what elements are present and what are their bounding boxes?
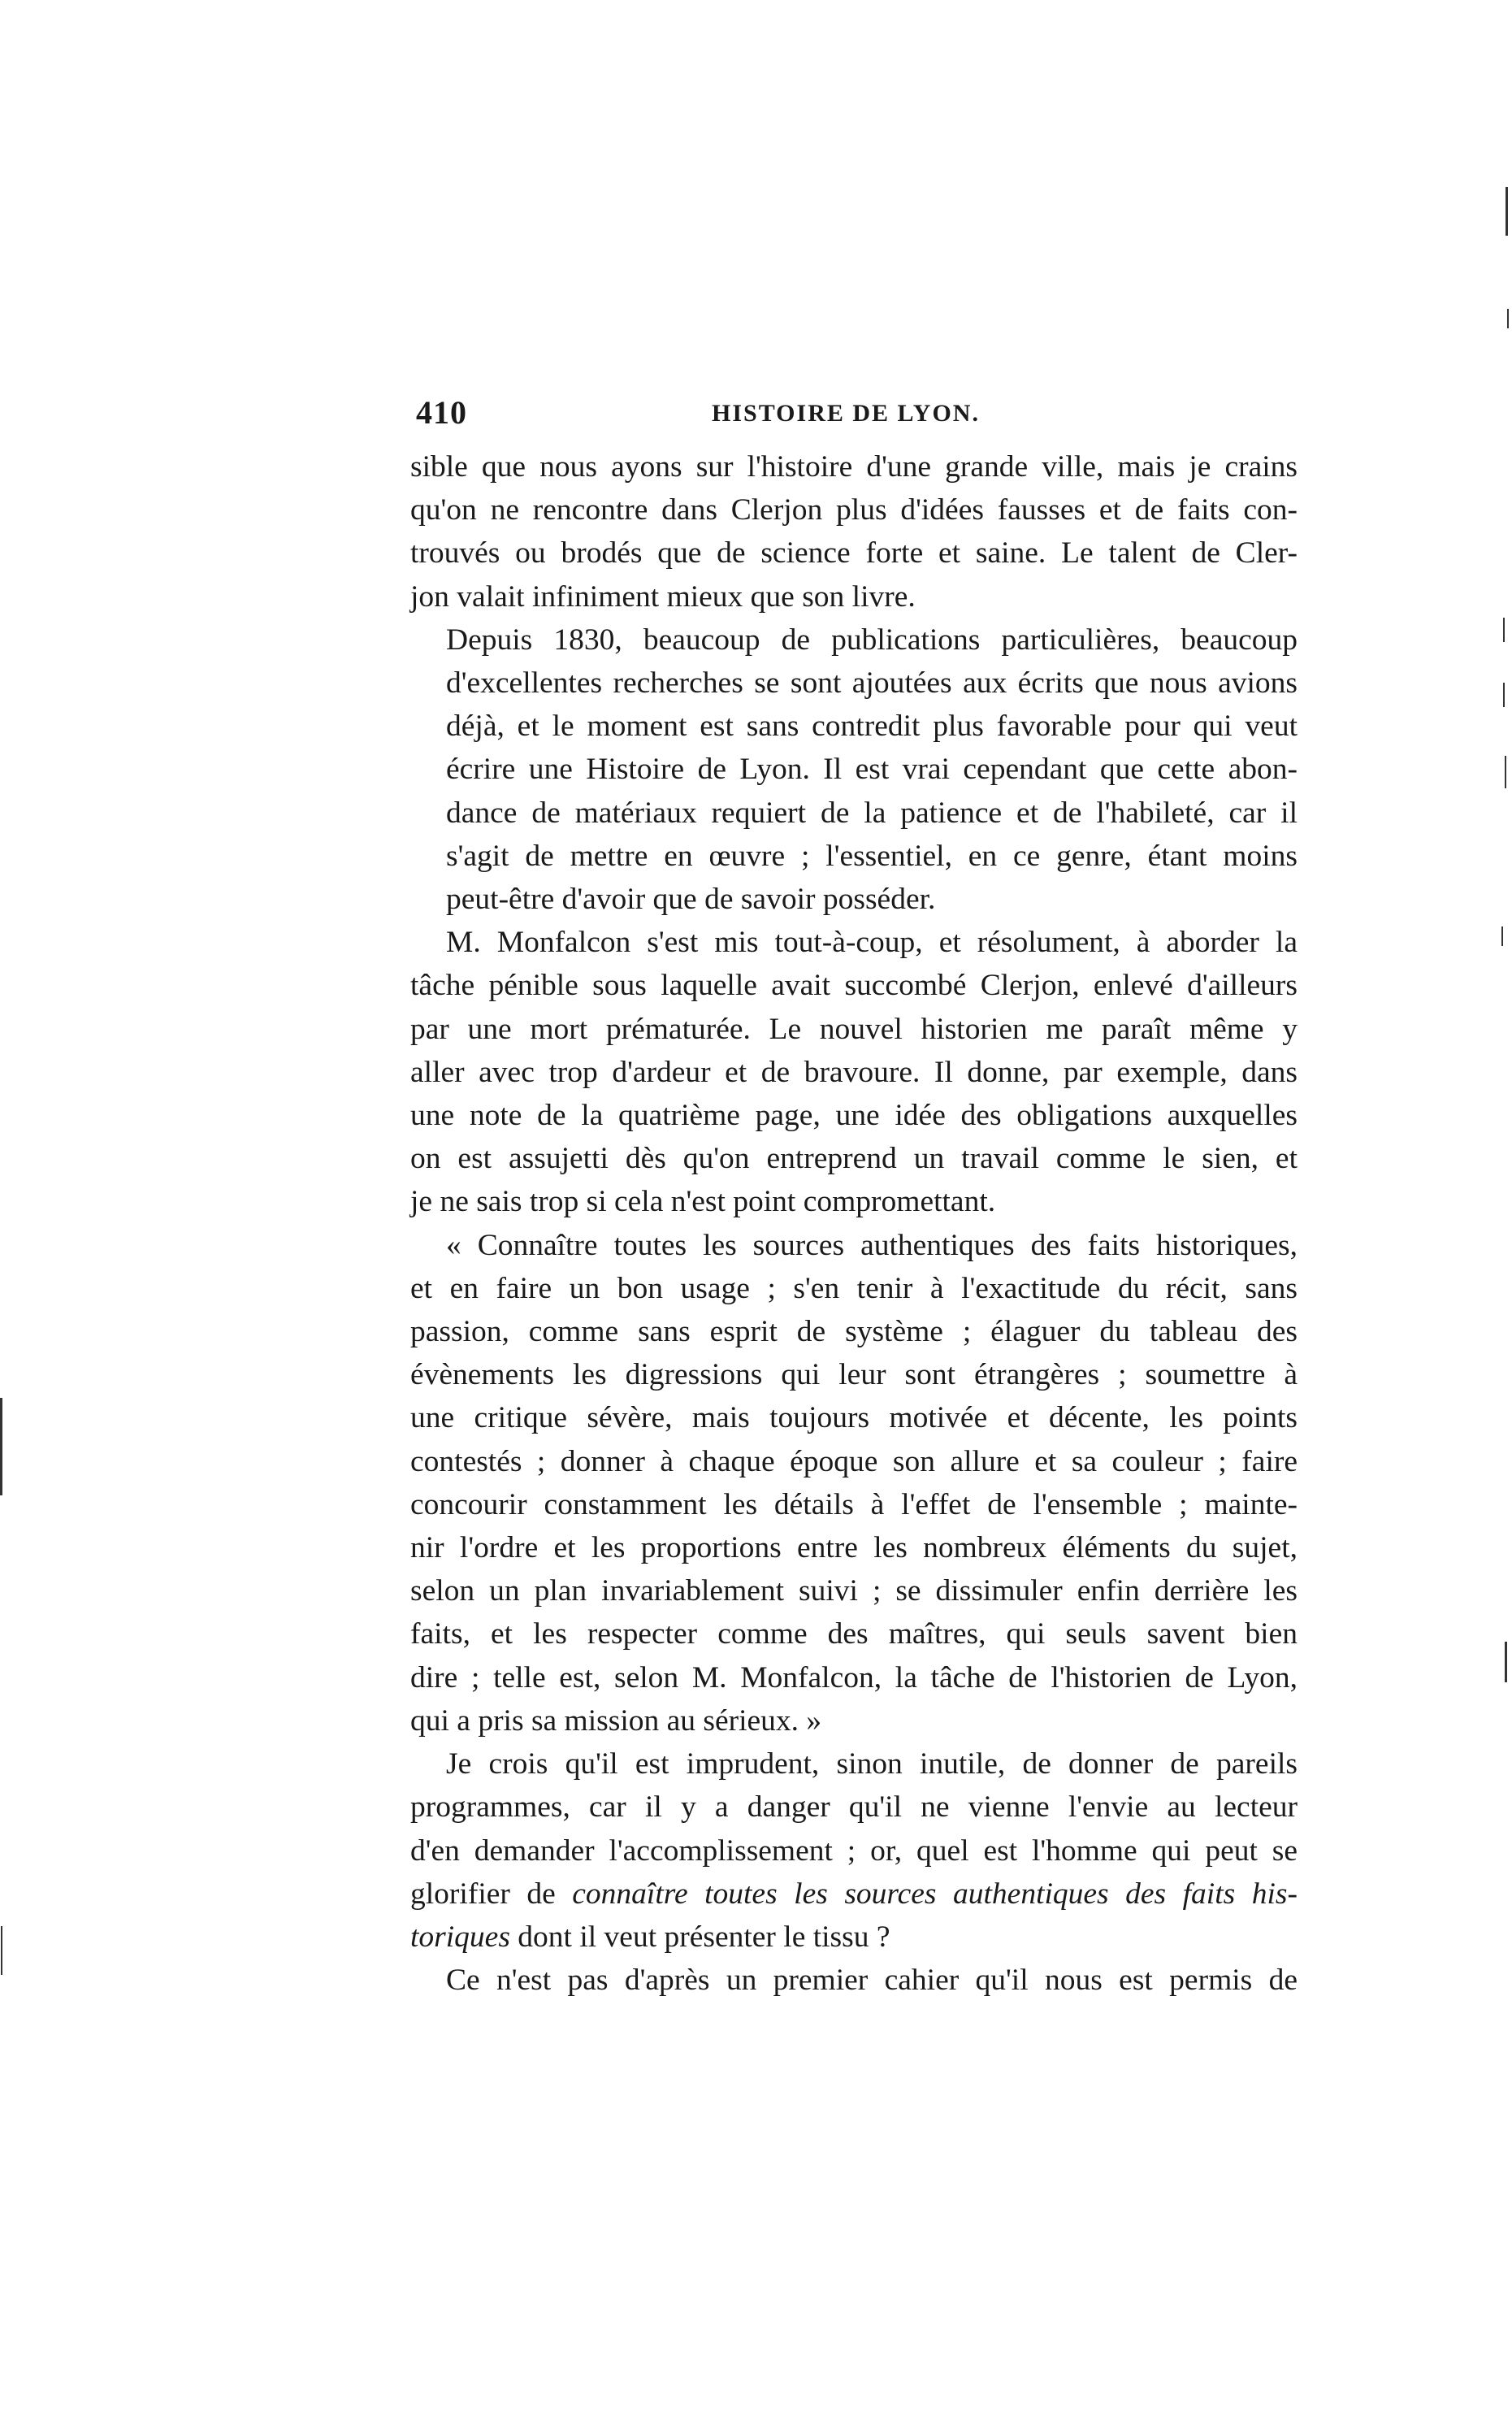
text-line: faits, et les respecter comme des maîtres, qui seuls savent bien — [410, 1617, 1298, 1651]
text-line: et en faire un bon usage ; s'en tenir à l'exactitude du récit, sans — [410, 1271, 1298, 1305]
paragraph-2 — [410, 618, 1298, 921]
text-line: sible que nous ayons sur l'histoire d'une grande ville, mais je crains — [410, 450, 1298, 484]
scan-artifact — [1503, 683, 1505, 707]
italic-text: connaître toutes les sources authentiques des faits his- — [572, 1877, 1298, 1911]
scan-artifact — [0, 1398, 2, 1495]
text-line: dance de matériaux requiert de la patience et de l'habileté, car il — [446, 796, 1298, 830]
text-line: évènements les digressions qui leur sont étrangères ; soumettre à — [410, 1358, 1298, 1392]
scan-artifact — [1505, 1642, 1507, 1682]
text-line: qui a pris sa mission au sérieux. » — [410, 1703, 822, 1738]
scan-artifact — [1503, 618, 1505, 642]
text-span: dont il veut présenter le tissu ? — [509, 1920, 890, 1954]
text-line: M. Monfalcon s'est mis tout-à-coup, et résolument, à aborder la — [446, 926, 1298, 960]
text-line: programmes, car il y a danger qu'il ne vienne l'envie au lecteur — [410, 1790, 1298, 1825]
text-line: contestés ; donner à chaque époque son allure et sa couleur ; faire — [410, 1444, 1298, 1478]
scan-artifact — [1501, 926, 1503, 946]
paragraph-1 — [410, 445, 1298, 618]
text-line: écrire une Histoire de Lyon. Il est vrai cependant que cette abon- — [446, 753, 1298, 787]
text-line: dire ; telle est, selon M. Monfalcon, la tâche de l'historien de Lyon, — [410, 1660, 1298, 1694]
text-line: trouvés ou brodés que de science forte et saine. Le talent de Cler- — [410, 536, 1298, 571]
paragraph-5 — [410, 1742, 1298, 1959]
text-line-italic-mixed — [410, 1916, 1298, 1959]
text-line: concourir constamment les détails à l'effet de l'ensemble ; mainte- — [410, 1487, 1298, 1521]
text-line: passion, comme sans esprit de système ; élaguer du tableau des — [410, 1315, 1298, 1349]
text-line: Ce n'est pas d'après un premier cahier qu'il nous est permis de — [446, 1964, 1298, 1998]
text-line: par une mort prématurée. Le nouvel historien me paraît même y — [410, 1012, 1298, 1046]
text-line: nir l'ordre et les proportions entre les nombreux éléments du sujet, — [410, 1531, 1298, 1565]
scan-artifact — [1506, 187, 1508, 236]
text-line: d'excellentes recherches se sont ajoutées aux écrits que nous avions — [446, 666, 1298, 701]
running-title: HISTOIRE DE LYON. — [712, 400, 980, 427]
text-line: je ne sais trop si cela n'est point compromettant. — [410, 1185, 996, 1219]
text-line: d'en demander l'accomplissement ; or, quel est l'homme qui peut se — [410, 1833, 1298, 1868]
text-line: « Connaître toutes les sources authentiques des faits historiques, — [446, 1228, 1298, 1262]
text-line: déjà, et le moment est sans contredit plus favorable pour qui veut — [446, 709, 1298, 744]
text-line: une note de la quatrième page, une idée des obligations auxquelles — [410, 1099, 1298, 1133]
text-span: glorifier de — [410, 1877, 573, 1911]
text-line: jon valait infiniment mieux que son livre. — [410, 579, 916, 614]
text-line: tâche pénible sous laquelle avait succombé Clerjon, enlevé d'ailleurs — [410, 969, 1298, 1003]
text-line: selon un plan invariablement suivi ; se dissimuler enfin derrière les — [410, 1574, 1298, 1608]
quotation-paragraph — [410, 1224, 1298, 1742]
text-line: s'agit de mettre en œuvre ; l'essentiel, en ce genre, étant moins — [446, 839, 1298, 873]
scan-artifact — [1505, 756, 1506, 788]
body-text — [410, 445, 1298, 2002]
text-line: qu'on ne rencontre dans Clerjon plus d'idées fausses et de faits con- — [410, 493, 1298, 527]
text-line-italic-mixed — [410, 1872, 1298, 1916]
text-line: Depuis 1830, beaucoup de publications particulières, beaucoup — [446, 623, 1298, 657]
paragraph-3 — [410, 921, 1298, 1223]
italic-text: toriques — [410, 1920, 510, 1954]
text-line: peut-être d'avoir que de savoir posséder. — [446, 883, 936, 917]
scan-artifact — [1, 1926, 2, 1975]
page-number: 410 — [416, 394, 467, 431]
scan-artifact — [1507, 309, 1509, 328]
text-line: Je crois qu'il est imprudent, sinon inutile, de donner de pareils — [446, 1747, 1298, 1781]
text-line: aller avec trop d'ardeur et de bravoure. Il donne, par exemple, dans — [410, 1055, 1298, 1089]
text-line: une critique sévère, mais toujours motivée et décente, les points — [410, 1401, 1298, 1435]
text-line: on est assujetti dès qu'on entreprend un travail comme le sien, et — [410, 1142, 1298, 1176]
page-header — [416, 393, 1276, 434]
paragraph-6 — [410, 1959, 1298, 2002]
